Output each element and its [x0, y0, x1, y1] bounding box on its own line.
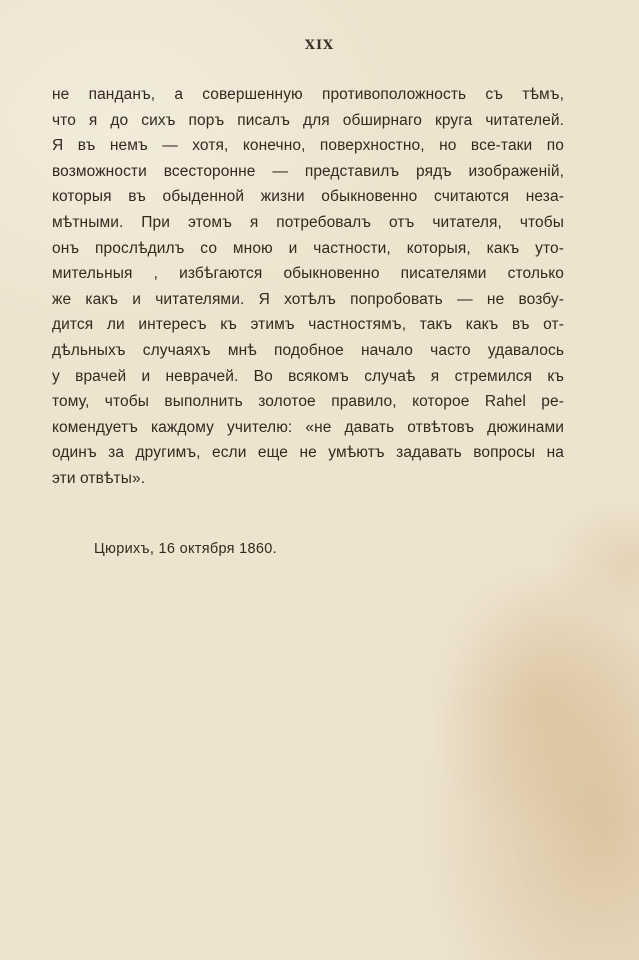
- text-line: эти отвѣты».: [52, 469, 146, 487]
- text-line: одинъ за другимъ, если еще не умѣютъ задавать вопросы на: [52, 444, 564, 462]
- text-line: мительныя , избѣгаются обыкновенно писателями столько: [52, 265, 564, 283]
- page-number: XIX: [304, 38, 335, 53]
- text-line: же какъ и читателями. Я хотѣлъ попробовать — не возбу-: [52, 290, 564, 308]
- place-date-signature: Цюрихъ, 16 октября 1860.: [94, 541, 277, 557]
- text-line: дится ли интересъ къ этимъ частностямъ, такъ какъ въ от-: [52, 316, 564, 334]
- body-paragraph: [52, 82, 564, 492]
- text-line: дѣльныхъ случаяхъ мнѣ подобное начало часто удавалось: [52, 341, 564, 359]
- text-line: мѣтными. При этомъ я потребовалъ отъ читателя, чтобы: [52, 213, 564, 231]
- text-line: не панданъ, а совершенную противоположность съ тѣмъ,: [52, 86, 564, 103]
- text-line: онъ прослѣдилъ со мною и частности, которыя, какъ уто-: [52, 239, 564, 257]
- text-line: у врачей и неврачей. Во всякомъ случаѣ я стремился къ: [52, 367, 564, 385]
- text-line: что я до сихъ поръ писалъ для обширнаго круга читателей.: [52, 111, 564, 129]
- text-line: тому, чтобы выполнить золотое правило, которое Rahel ре-: [52, 393, 564, 411]
- text-line: которыя въ обыденной жизни обыкновенно считаются неза-: [52, 188, 564, 206]
- text-line: Я въ немъ — хотя, конечно, поверхностно, но все-таки по: [52, 137, 564, 155]
- text-line: комендуетъ каждому учителю: «не давать отвѣтовъ дюжинами: [52, 418, 564, 436]
- text-line: возможности всесторонне — представилъ рядъ изображенiй,: [52, 162, 564, 180]
